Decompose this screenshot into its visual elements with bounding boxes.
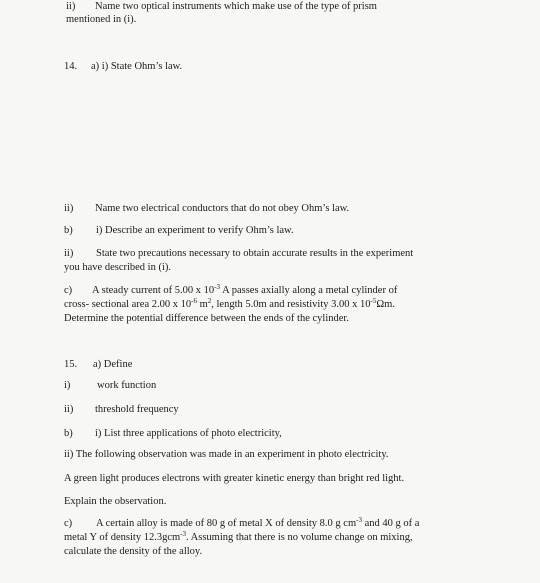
q15-c-line1 (64, 516, 420, 530)
q14-c-marker: c) (64, 285, 73, 296)
q14-b-marker: b) (64, 225, 73, 236)
q14-c-line1-exp: -3 (214, 283, 221, 291)
q15-c-line2 (64, 532, 413, 544)
q14-number: 14. (64, 61, 78, 72)
q14-c-line2-c: , length 5.0m and resistivity 3.00 x 10 (211, 299, 371, 310)
q13-ii-marker: ii) (66, 1, 76, 12)
q15-c-marker: c) (64, 518, 73, 529)
q14-ii-text: Name two electrical conductors that do not obey Ohm’s law. (95, 203, 350, 214)
q15-c-line1-b: and 40 g of a (361, 518, 420, 529)
q13-ii-line1 (66, 1, 377, 13)
q14-ii-marker: ii) (64, 203, 74, 214)
q13-ii-text: Name two optical instruments which make use of the type of prism (95, 1, 377, 12)
q13-ii-line2: mentioned in (i). (66, 14, 137, 25)
q14-c-line2-exp1: -6 (191, 297, 197, 305)
q15-i-marker: i) (64, 380, 71, 391)
q14-a-i: a) i) State Ohm’s law. (91, 61, 183, 72)
q14-c-line2-d: Ωm. (376, 299, 395, 310)
q15-b-line4: Explain the observation. (64, 496, 167, 507)
q14-c-line2-exp3: -5 (370, 297, 377, 305)
q15-b-ii: ii) The following observation was made in an experiment in photo electricity. (64, 449, 389, 460)
q15-ii-marker: ii) (64, 404, 74, 415)
q14-b-ii-marker: ii) (64, 248, 74, 259)
q14-b-ii-line1: State two precautions necessary to obtain accurate results in the experiment (96, 248, 414, 259)
q15-b-marker: b) (64, 428, 73, 439)
q15-number: 15. (64, 359, 78, 370)
q14-c-line1-a: A steady current of 5.00 x 10 (92, 285, 215, 296)
q15-ii-text: threshold frequency (95, 404, 179, 415)
q15-b-i: i) List three applications of photo electricity, (95, 428, 282, 439)
q15-i-text: work function (97, 380, 157, 391)
q15-c-line3: calculate the density of the alloy. (64, 546, 203, 557)
q14-b-i: i) Describe an experiment to verify Ohm’s law. (96, 225, 294, 236)
q15-c-line1-exp: -3 (356, 516, 362, 524)
q15-c-line1-a: A certain alloy is made of 80 g of metal X of density 8.0 g cm (96, 518, 357, 529)
q15-c-line2-a: metal Y of density 12.3gcm (64, 532, 181, 543)
q14-c-line2-b: m (196, 299, 208, 310)
q15-c-line2-b: . Assuming that there is no volume change on mixing, (186, 532, 413, 543)
q14-c-line3: Determine the potential difference between the ends of the cylinder. (64, 313, 349, 324)
q14-c-line1 (64, 283, 398, 297)
q14-c-line2-a: cross- sectional area 2.00 x 10 (64, 299, 192, 310)
q14-b-ii-line2: you have described in (i). (64, 262, 172, 273)
q15-a: a) Define (93, 359, 133, 370)
q14-c-line2-exp2: 2 (207, 297, 212, 305)
q15-c-line2-exp: -3 (180, 530, 186, 538)
q14-c-line2 (64, 299, 395, 311)
q14-c-line1-b: A passes axially along a metal cylinder of (220, 285, 398, 296)
q15-b-line3: A green light produces electrons with greater kinetic energy than bright red light. (64, 473, 405, 484)
